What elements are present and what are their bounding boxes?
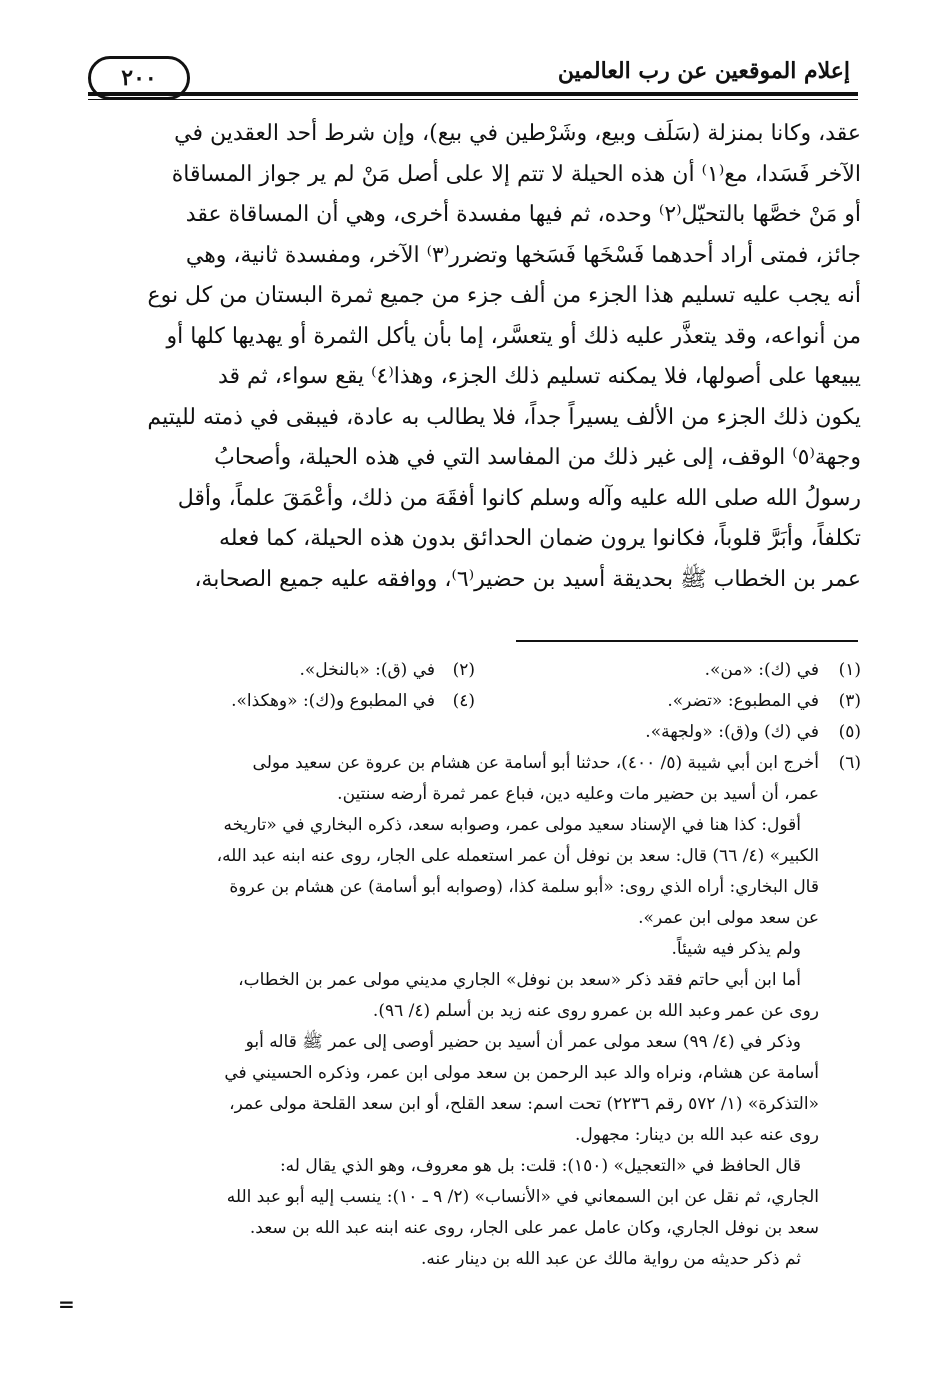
header-rule-thin: [88, 99, 858, 100]
text-line: الآخر فَسَدا، مع⁽١⁾ أن هذه الحيلة لا تتم إلا على أصل مَنْ لم ير جواز المساقاة: [171, 161, 861, 187]
text-line: يكون ذلك الجزء من الألف يسيراً جداً، فلا يطالب به عادة، فيبقى في ذمته لليتيم: [147, 404, 861, 430]
footnote-line: روى عن عمر وعبد الله بن عمرو روى عنه زيد بن أسلم (٤/ ٩٦).: [372, 1001, 819, 1021]
footnote-line: عمر، أن أسيد بن حضير مات وعليه دين، فباع عمر ثمرة أرضه سنتين.: [337, 784, 819, 804]
footnote-number: (٥): [838, 722, 861, 742]
footnote-line: أما ابن أبي حاتم فقد ذكر «سعد بن نوفل» الجاري مديني مولى عمر بن الخطاب،: [238, 970, 801, 990]
footnote-line: أقول: كذا هنا في الإسناد سعيد مولى عمر، وصوابه سعد، ذكره البخاري في «تاريخه: [223, 815, 801, 835]
footnote-number: (٤): [452, 691, 475, 711]
footnote-text: في (ك) و(ق): «ولجهة».: [645, 722, 819, 742]
text-line: من أنواعه، وقد يتعذَّر عليه ذلك أو يتعسَّر، إما بأن يأكل الثمرة أو يهديها كلها أو: [166, 323, 861, 349]
footnote-text: في المطبوع: «تضر».: [667, 691, 819, 711]
footnote-line: الجاري، ثم نقل عن ابن السمعاني في «الأنساب» (٢/ ٩ ـ ١٠): ينسب إليه أبو عبد الله: [226, 1187, 819, 1207]
footnote-line: أخرج ابن أبي شيبة (٥/ ٤٠٠)، حدثنا أبو أسامة عن هشام بن عروة عن سعيد مولى: [252, 753, 819, 773]
main-text: [83, 114, 861, 600]
footnote-divider: [516, 640, 858, 642]
continuation-mark: =: [58, 1292, 75, 1316]
footnote-text: في (ق): «بالنخل».: [299, 660, 435, 680]
footnote-6-text: [83, 748, 819, 1275]
footnote-line: قال البخاري: أراه الذي روى: «أبو سلمة كذا، (وصوابه أبو أسامة) عن هشام بن عروة: [229, 877, 819, 897]
text-line: تكلفاً، وأبَرَّ قلوباً، فكانوا يرون ضمان الحدائق بدون هذه الحيلة، كما فعله: [219, 526, 861, 551]
footnote-line: الكبير» (٤/ ٦٦) قال: سعد بن نوفل أن عمر استعمله على الجار، روى عنه ابنه عبد الله،: [216, 846, 819, 866]
text-line: عقد، وكانا بمنزلة (سَلَف وبيع، وشَرْطين في بيع)، وإن شرط أحد العقدين في: [174, 121, 861, 146]
footnote-line: وذكر في (٤/ ٩٩) سعد مولى عمر أن أسيد بن حضير أوصى إلى عمر ﷺ قاله أبو: [245, 1032, 801, 1052]
header-rule-thick: [88, 92, 858, 96]
footnote-row: [83, 717, 861, 748]
text-line: أو مَنْ خصَّها بالتحيّل⁽٢⁾ وحده، ثم فيها مفسدة أخرى، وهي أن المساقاة عقد: [185, 202, 861, 227]
footnote-line: «التذكرة» (١/ ٥٧٢ رقم ٢٢٣٦) تحت اسم: سعد القلح، أو ابن سعد القلحة مولى عمر،: [229, 1094, 819, 1114]
text-line: عمر بن الخطاب ﷺ بحديقة أسيد بن حضير⁽٦⁾، ووافقه عليه جميع الصحابة،: [194, 566, 861, 592]
footnote-number: (٣): [838, 691, 861, 711]
footnote-text: في (ك): «من».: [704, 660, 819, 680]
footnote-row: [83, 686, 861, 717]
footnote-line: ولم يذكر فيه شيئاً.: [671, 939, 801, 959]
text-line: جائز، فمتى أراد أحدهما فَسْخَها فَسَخها وتضرر⁽٣⁾ الآخر، ومفسدة ثانية، وهي: [185, 242, 861, 268]
footnote-line: عن سعد مولى ابن عمر».: [638, 908, 819, 928]
text-line: يبيعها على أصولها، فلا يمكنه تسليم ذلك الجزء، وهذا⁽٤⁾ يقع سواء، ثم قد: [217, 364, 861, 389]
footnote-number: (٢): [452, 660, 475, 680]
footnote-line: روى عنه عبد الله بن دينار: مجهول.: [574, 1125, 819, 1145]
book-title: إعلام الموقعين عن رب العالمين: [557, 58, 850, 84]
footnote-line: قال الحافظ في «التعجيل» (١٥٠): قلت: بل هو معروف، وهو الذي يقال له:: [279, 1156, 801, 1176]
footnote-text: في المطبوع و(ك): «وهكذا».: [231, 691, 435, 711]
text-line: وجهة⁽٥⁾ الوقف، إلى غير ذلك من المفاسد التي في هذه الحيلة، وأصحابُ: [214, 445, 861, 470]
text-line: رسولُ الله صلى الله عليه وآله وسلم كانوا أفقَهَ من ذلك، وأعْمَقَ علماً، وأقل: [177, 485, 861, 511]
page-number-badge: ٢٠٠: [88, 56, 190, 100]
footnote-row: [83, 655, 861, 686]
footnote-line: أسامة عن هشام، ونراه والد عبد الرحمن بن سعد مولى ابن عمر، وذكره الحسيني في: [224, 1063, 819, 1083]
footnote-6: [83, 748, 861, 1275]
footnote-number: (١): [838, 660, 861, 680]
footnote-line: سعد بن نوفل الجاري، وكان عامل عمر على الجار، روى عنه ابنه عبد الله بن سعد.: [249, 1218, 819, 1238]
footnotes: [83, 655, 861, 1275]
footnote-line: ثم ذكر حديثه من رواية مالك عن عبد الله بن دينار عنه.: [421, 1249, 801, 1269]
text-line: أنه يجب عليه تسليم هذا الجزء من ألف جزء من جميع ثمرة البستان من كل نوع: [147, 283, 861, 308]
footnote-number: (٦): [838, 753, 861, 773]
